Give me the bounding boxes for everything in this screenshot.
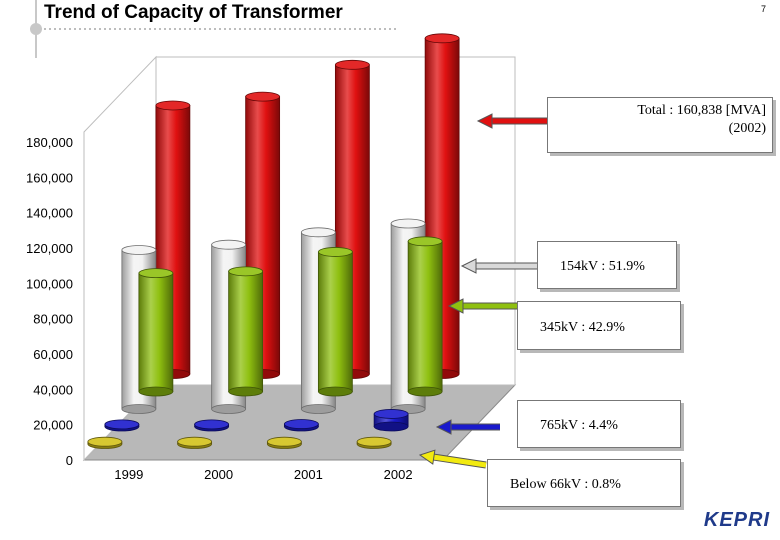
bar-345kv-2002 xyxy=(408,237,442,396)
y-axis-ticks xyxy=(26,135,73,468)
slide-title: Trend of Capacity of Transformer xyxy=(44,2,343,23)
y-tick-label: 0 xyxy=(65,453,73,468)
bar-below-66kv-2001 xyxy=(267,437,301,448)
kepri-logo: KEPRI xyxy=(703,509,770,531)
bar-345kv-1999 xyxy=(139,269,173,396)
callout-below66 xyxy=(487,459,681,507)
bar-below-66kv-1999 xyxy=(88,437,122,448)
y-tick-label: 160,000 xyxy=(26,170,73,186)
bar-765kv-1999 xyxy=(105,420,139,431)
x-category-label: 2002 xyxy=(383,467,413,482)
callout-kv154-line: 154kV : 51.9% xyxy=(560,259,645,274)
title-decoration xyxy=(30,0,398,58)
callout-kv765 xyxy=(517,400,681,448)
y-tick-label: 20,000 xyxy=(33,417,73,433)
page-number: 7 xyxy=(760,4,766,14)
callout-kv765-line: 765kV : 4.4% xyxy=(540,418,618,433)
bar-345kv-2001 xyxy=(318,247,352,396)
bar-765kv-2001 xyxy=(284,420,318,431)
bar-345kv-2000 xyxy=(229,267,263,396)
y-tick-label: 40,000 xyxy=(33,382,73,398)
callout-total-line: (2002) xyxy=(728,121,766,136)
y-tick-label: 80,000 xyxy=(33,311,73,327)
x-category-label: 2000 xyxy=(204,467,234,482)
bar-765kv-2000 xyxy=(195,420,229,431)
y-tick-label: 140,000 xyxy=(26,205,73,221)
callout-kv345-line: 345kV : 42.9% xyxy=(540,319,625,335)
bar-below-66kv-2002 xyxy=(357,437,391,448)
callout-kv154 xyxy=(537,241,677,289)
bar-765kv-2002 xyxy=(374,409,408,431)
bar-below-66kv-2000 xyxy=(178,437,212,448)
y-tick-label: 120,000 xyxy=(26,241,73,256)
y-tick-label: 100,000 xyxy=(26,276,73,292)
callout-below66-line: Below 66kV : 0.8% xyxy=(510,477,621,492)
callout-total xyxy=(547,97,773,153)
x-axis-categories xyxy=(114,467,412,482)
x-category-label: 2001 xyxy=(293,467,323,482)
y-tick-label: 60,000 xyxy=(33,347,73,362)
y-tick-label: 180,000 xyxy=(26,135,73,150)
x-category-label: 1999 xyxy=(114,467,144,482)
callout-kv345 xyxy=(517,301,681,350)
callout-total-line: Total : 160,838 [MVA] xyxy=(637,103,766,118)
